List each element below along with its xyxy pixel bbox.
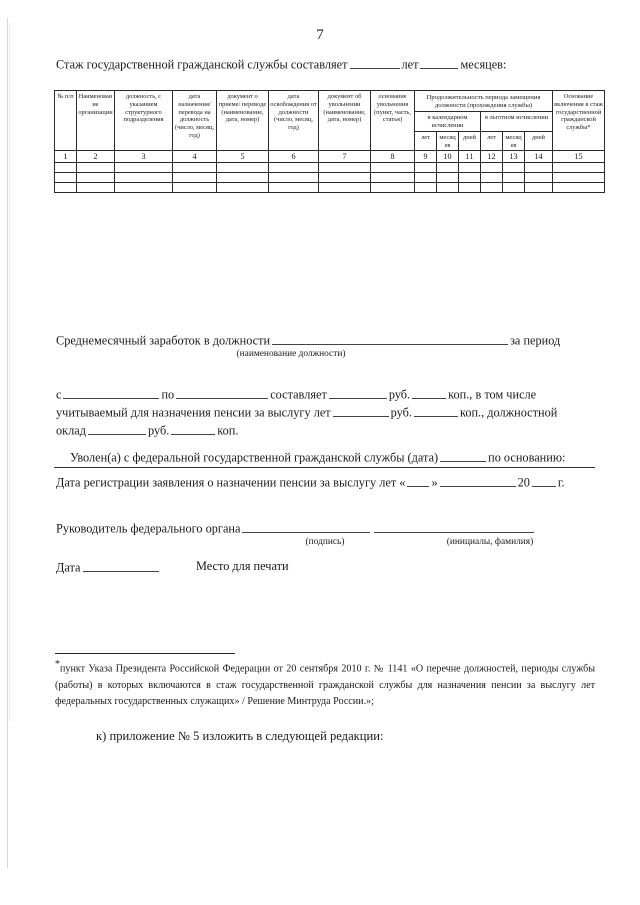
- th-appointment-date: дата назначения/ перевода на должность (число, месяц, год): [173, 91, 217, 151]
- dismissal-trailing: по основанию:: [488, 450, 566, 465]
- registration-text: Дата регистрации заявления о назначении пенсии за выслугу лет: [56, 475, 397, 490]
- th-row-number: № п/п: [55, 91, 77, 151]
- salary-kop-blank: [171, 422, 215, 435]
- pension-rub-label: руб.: [390, 405, 412, 420]
- col-num-4: 4: [173, 151, 217, 163]
- date-blank: [83, 559, 159, 572]
- cell-empty[interactable]: [217, 183, 269, 193]
- th-preferential-days: дней: [525, 131, 553, 151]
- date-line: [56, 559, 601, 574]
- cell-empty[interactable]: [319, 183, 371, 193]
- pension-rub-blank: [333, 404, 389, 417]
- scan-edge-artifact: [7, 18, 8, 868]
- cell-empty[interactable]: [173, 163, 217, 173]
- table-row: [55, 163, 605, 173]
- th-appointment-document: документ о приеме/ переводе (наименование, дата, номер): [217, 91, 269, 151]
- registration-year-blank: [532, 474, 556, 487]
- year-suffix: г.: [557, 475, 565, 490]
- cell-empty[interactable]: [173, 173, 217, 183]
- col-num-7: 7: [319, 151, 371, 163]
- th-release-date: дата освобождения от должности (число, месяц, год): [269, 91, 319, 151]
- th-preferential-calculation: в льготном исчислении: [481, 112, 553, 132]
- cell-empty[interactable]: [459, 163, 481, 173]
- quote-open: «: [399, 475, 406, 490]
- cell-empty[interactable]: [371, 163, 415, 173]
- cell-empty[interactable]: [525, 183, 553, 193]
- th-calendar-years: лет: [415, 131, 437, 151]
- col-num-10: 10: [437, 151, 459, 163]
- signature-line: [56, 520, 601, 535]
- period-to-blank: [176, 386, 268, 399]
- footnote-separator: [55, 653, 235, 654]
- cell-empty[interactable]: [553, 163, 605, 173]
- cell-empty[interactable]: [319, 173, 371, 183]
- cell-empty[interactable]: [481, 173, 503, 183]
- th-period-duration: Продолжительность периода замещения должности (прохождения службы): [415, 91, 553, 112]
- th-dismissal-document: документ об увольнении (наименование, дата, номер): [319, 91, 371, 151]
- cell-empty[interactable]: [269, 163, 319, 173]
- cell-empty[interactable]: [77, 173, 115, 183]
- registration-day-blank: [407, 474, 429, 487]
- cell-empty[interactable]: [459, 183, 481, 193]
- cell-empty[interactable]: [481, 183, 503, 193]
- service-length-line: [56, 56, 601, 73]
- dismissal-date-blank: [440, 449, 486, 462]
- salary-rub-blank: [88, 422, 146, 435]
- col-num-9: 9: [415, 151, 437, 163]
- cell-empty[interactable]: [525, 163, 553, 173]
- period-from-blank: [63, 386, 159, 399]
- initials-caption: (инициалы, фамилия): [446, 537, 534, 547]
- footnote-marker: *: [55, 659, 60, 670]
- service-length-prefix: Стаж государственной гражданской службы составляет: [56, 57, 348, 72]
- cell-empty[interactable]: [77, 183, 115, 193]
- cell-empty[interactable]: [415, 173, 437, 183]
- cell-empty[interactable]: [415, 183, 437, 193]
- cell-empty[interactable]: [553, 173, 605, 183]
- cell-empty[interactable]: [437, 173, 459, 183]
- earnings-details-paragraph: [56, 386, 601, 440]
- average-earnings-label: Среднемесячный заработок в должности: [56, 333, 271, 348]
- th-calendar-days: дней: [459, 131, 481, 151]
- salary-kop-label: коп.: [217, 423, 239, 438]
- quote-close: »: [431, 475, 438, 490]
- cell-empty[interactable]: [481, 163, 503, 173]
- amount-verb: составляет: [270, 387, 327, 402]
- cell-empty[interactable]: [437, 163, 459, 173]
- final-clause: к) приложение № 5 изложить в следующей редакции:: [96, 729, 384, 743]
- cell-empty[interactable]: [115, 173, 173, 183]
- col-num-12: 12: [481, 151, 503, 163]
- cell-empty[interactable]: [217, 163, 269, 173]
- dismissal-line: [70, 449, 605, 464]
- cell-empty[interactable]: [503, 163, 525, 173]
- cell-empty[interactable]: [55, 163, 77, 173]
- table-row: [55, 183, 605, 193]
- average-earnings-line: [56, 332, 601, 347]
- col-num-13: 13: [503, 151, 525, 163]
- page-number: 7: [316, 27, 324, 43]
- footnote: [55, 657, 595, 710]
- th-preferential-months: месяцев: [503, 131, 525, 151]
- scan-edge-artifact-secondary: [9, 22, 10, 722]
- cell-empty[interactable]: [503, 183, 525, 193]
- position-name-caption: (наименование должности): [236, 349, 346, 359]
- col-num-6: 6: [269, 151, 319, 163]
- pension-kop-blank: [414, 404, 458, 417]
- table-header-row-main: [55, 91, 605, 112]
- cell-empty[interactable]: [115, 183, 173, 193]
- th-position: должность, с указанием структурного подразделения: [115, 91, 173, 151]
- cell-empty[interactable]: [525, 173, 553, 183]
- th-preferential-years: лет: [481, 131, 503, 151]
- col-num-5: 5: [217, 151, 269, 163]
- th-calendar-months: месяцев: [437, 131, 459, 151]
- cell-empty[interactable]: [371, 183, 415, 193]
- dismissal-basis-rule: [54, 467, 595, 468]
- service-months-blank: [420, 56, 458, 69]
- pension-eligible-label: учитываемый для назначения пенсии за выслугу лет: [56, 405, 331, 420]
- col-num-14: 14: [525, 151, 553, 163]
- cell-empty[interactable]: [269, 183, 319, 193]
- col-num-3: 3: [115, 151, 173, 163]
- cell-empty[interactable]: [415, 163, 437, 173]
- initials-blank: [374, 520, 534, 533]
- cell-empty[interactable]: [553, 183, 605, 193]
- amount-rub-blank: [329, 386, 387, 399]
- th-dismissal-basis: основание увольнения (пункт, часть, статья): [371, 91, 415, 151]
- service-length-mid: лет: [401, 57, 419, 72]
- footnote-text: пункт Указа Президента Российской Федерации от 20 сентября 2010 г. № 1141 «О перечне должностей, периоды службы (работы) в которых включаются в стаж государственной гражданской службы для назначения пенсии за выслугу лет федеральных государственных служащих» / Решение Минтруда России.»;: [55, 663, 595, 708]
- th-calendar-calculation: в календарном исчислении: [415, 112, 481, 132]
- pension-kop-label: коп., должностной: [459, 405, 558, 420]
- cell-empty[interactable]: [55, 173, 77, 183]
- cell-empty[interactable]: [217, 173, 269, 183]
- table-row: [55, 173, 605, 183]
- amount-rub-label: руб.: [388, 387, 411, 402]
- period-from-label: с: [56, 387, 62, 402]
- amount-kop-blank: [412, 386, 446, 399]
- col-num-2: 2: [77, 151, 115, 163]
- cell-empty[interactable]: [269, 173, 319, 183]
- cell-empty[interactable]: [115, 163, 173, 173]
- registration-month-blank: [440, 474, 516, 487]
- signature-blank: [242, 520, 370, 533]
- amount-kop-label: коп., в том числе: [448, 387, 537, 402]
- seal-placeholder-label: Место для печати: [196, 559, 289, 573]
- cell-empty[interactable]: [173, 183, 217, 193]
- service-length-suffix: месяцев:: [460, 57, 507, 72]
- date-label: Дата: [56, 560, 81, 575]
- position-name-blank: [272, 332, 508, 345]
- period-to-label: по: [161, 387, 175, 402]
- cell-empty[interactable]: [371, 173, 415, 183]
- average-earnings-trailing: за период: [510, 333, 561, 348]
- service-years-blank: [350, 56, 400, 69]
- col-num-8: 8: [371, 151, 415, 163]
- cell-empty[interactable]: [55, 183, 77, 193]
- service-record-table: [54, 90, 605, 193]
- th-organization: Наименование организации: [77, 91, 115, 151]
- cell-empty[interactable]: [503, 173, 525, 183]
- cell-empty[interactable]: [459, 173, 481, 183]
- col-num-1: 1: [55, 151, 77, 163]
- registration-date-line: [56, 474, 601, 489]
- signature-caption: (подпись): [305, 537, 345, 547]
- col-num-11: 11: [459, 151, 481, 163]
- salary-label: оклад: [56, 423, 86, 438]
- year-prefix: 20: [517, 475, 530, 490]
- col-num-15: 15: [553, 151, 605, 163]
- signatory-role: Руководитель федерального органа: [56, 521, 241, 536]
- salary-rub-label: руб.: [147, 423, 170, 438]
- dismissal-text: Уволен(а) с федеральной государственной гражданской службы (дата): [70, 450, 439, 465]
- th-inclusion-basis: Основание включения в стаж государственной гражданской службы*: [553, 91, 605, 151]
- cell-empty[interactable]: [77, 163, 115, 173]
- table-column-numbers-row: [55, 151, 605, 163]
- cell-empty[interactable]: [319, 163, 371, 173]
- cell-empty[interactable]: [437, 183, 459, 193]
